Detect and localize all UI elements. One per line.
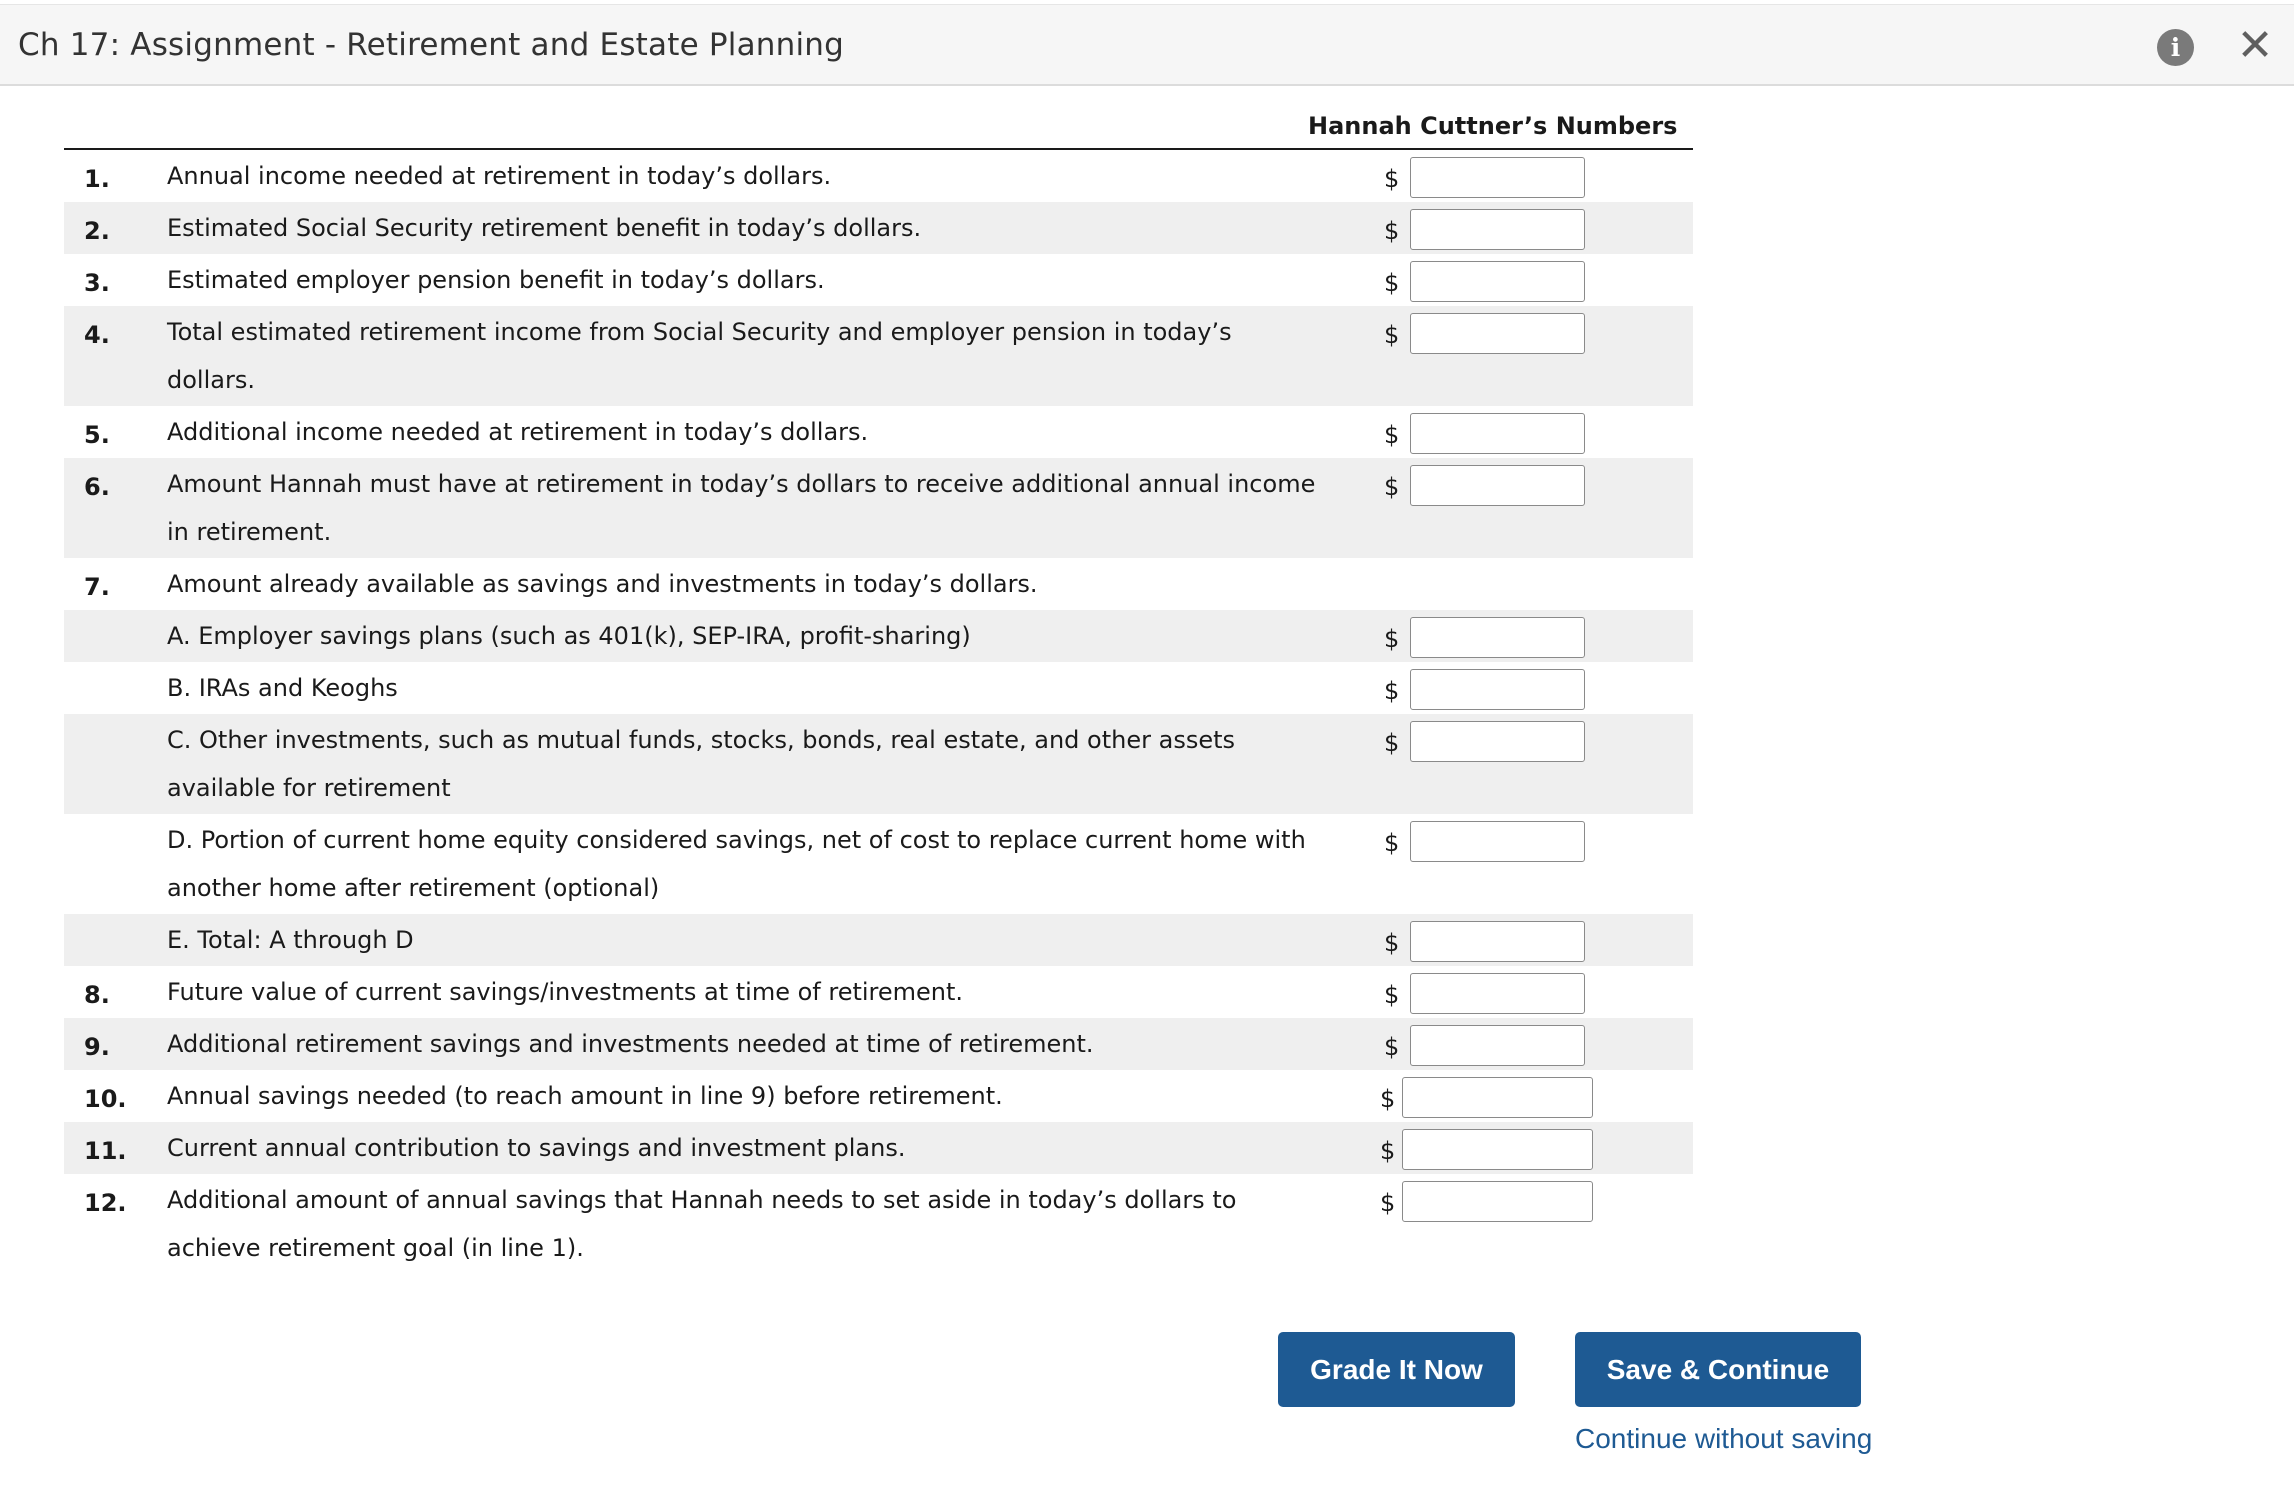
line-label: Additional income needed at retirement in today’s dollars.: [167, 418, 869, 446]
currency-symbol: $: [1384, 321, 1400, 349]
line-7d-input[interactable]: [1410, 821, 1585, 862]
line-7e-input[interactable]: [1410, 921, 1585, 962]
line-8-input[interactable]: [1410, 973, 1585, 1014]
table-row: [64, 1122, 1693, 1174]
currency-symbol: $: [1380, 1189, 1396, 1217]
line-label: Annual income needed at retirement in today’s dollars.: [167, 162, 832, 190]
line-number: 9.: [84, 1033, 110, 1061]
line-1-input[interactable]: [1410, 157, 1585, 198]
currency-symbol: $: [1384, 165, 1400, 193]
table-row: [64, 1174, 1693, 1274]
table-row: [64, 1070, 1693, 1122]
line-label: Current annual contribution to savings and investment plans.: [167, 1134, 906, 1162]
line-9-input[interactable]: [1410, 1025, 1585, 1066]
table-row: [64, 610, 1693, 662]
currency-symbol: $: [1380, 1137, 1396, 1165]
line-label: A. Employer savings plans (such as 401(k), SEP-IRA, profit-sharing): [167, 622, 971, 650]
table-row: [64, 202, 1693, 254]
line-11-input[interactable]: [1402, 1129, 1593, 1170]
currency-symbol: $: [1384, 1033, 1400, 1061]
table-row: [64, 914, 1693, 966]
currency-symbol: $: [1384, 625, 1400, 653]
line-4-input[interactable]: [1410, 313, 1585, 354]
currency-symbol: $: [1384, 217, 1400, 245]
line-number: 8.: [84, 981, 110, 1009]
currency-symbol: $: [1384, 829, 1400, 857]
line-label: E. Total: A through D: [167, 926, 414, 954]
currency-symbol: $: [1384, 981, 1400, 1009]
table-row: [64, 662, 1693, 714]
table-row: [64, 558, 1693, 610]
line-label: D. Portion of current home equity considered savings, net of cost to replace current home with another home after retirement (optional): [167, 826, 1306, 902]
line-number: 6.: [84, 473, 110, 501]
line-label: Annual savings needed (to reach amount in line 9) before retirement.: [167, 1082, 1003, 1110]
table-row: [64, 714, 1693, 814]
assignment-title: Ch 17: Assignment - Retirement and Estate Planning: [18, 27, 845, 63]
column-header: [64, 108, 1693, 150]
currency-symbol: $: [1380, 1085, 1396, 1113]
line-number: 3.: [84, 269, 110, 297]
line-number: 4.: [84, 321, 110, 349]
column-header-label: Hannah Cuttner’s Numbers: [1308, 112, 1678, 140]
line-label: Additional amount of annual savings that Hannah needs to set aside in today’s dollars to achieve retirement goal (in line 1).: [167, 1186, 1237, 1262]
line-number: 11.: [84, 1137, 127, 1165]
line-label: Future value of current savings/investments at time of retirement.: [167, 978, 964, 1006]
line-label: C. Other investments, such as mutual funds, stocks, bonds, real estate, and other assets available for retirement: [167, 726, 1235, 802]
info-icon[interactable]: i: [2157, 29, 2194, 66]
line-number: 10.: [84, 1085, 127, 1113]
line-7b-input[interactable]: [1410, 669, 1585, 710]
line-number: 5.: [84, 421, 110, 449]
line-label: Amount already available as savings and investments in today’s dollars.: [167, 570, 1038, 598]
table-row: [64, 306, 1693, 406]
save-and-continue-button[interactable]: Save & Continue: [1575, 1332, 1861, 1407]
assignment-header: [0, 4, 2294, 86]
currency-symbol: $: [1384, 677, 1400, 705]
currency-symbol: $: [1384, 729, 1400, 757]
table-row: [64, 966, 1693, 1018]
line-number: 2.: [84, 217, 110, 245]
table-row: [64, 1018, 1693, 1070]
currency-symbol: $: [1384, 929, 1400, 957]
currency-symbol: $: [1384, 473, 1400, 501]
table-row: [64, 814, 1693, 914]
close-icon[interactable]: ✕: [2236, 20, 2274, 71]
line-10-input[interactable]: [1402, 1077, 1593, 1118]
retirement-worksheet-table: [64, 108, 1693, 1274]
line-7c-input[interactable]: [1410, 721, 1585, 762]
line-label: Additional retirement savings and investments needed at time of retirement.: [167, 1030, 1094, 1058]
currency-symbol: $: [1384, 421, 1400, 449]
continue-without-saving-link[interactable]: Continue without saving: [1575, 1423, 1873, 1454]
table-row: [64, 458, 1693, 558]
currency-symbol: $: [1384, 269, 1400, 297]
line-7a-input[interactable]: [1410, 617, 1585, 658]
line-2-input[interactable]: [1410, 209, 1585, 250]
table-row: [64, 406, 1693, 458]
line-label: Amount Hannah must have at retirement in today’s dollars to receive additional annual income in retirement.: [167, 470, 1316, 546]
line-3-input[interactable]: [1410, 261, 1585, 302]
line-number: 1.: [84, 165, 110, 193]
table-row: [64, 150, 1693, 202]
line-6-input[interactable]: [1410, 465, 1585, 506]
grade-it-now-button[interactable]: Grade It Now: [1278, 1332, 1515, 1407]
line-label: Total estimated retirement income from Social Security and employer pension in today’s dollars.: [167, 318, 1232, 394]
line-label: Estimated employer pension benefit in today’s dollars.: [167, 266, 825, 294]
line-number: 12.: [84, 1189, 127, 1217]
line-label: Estimated Social Security retirement benefit in today’s dollars.: [167, 214, 922, 242]
line-label: B. IRAs and Keoghs: [167, 674, 398, 702]
line-number: 7.: [84, 573, 110, 601]
line-5-input[interactable]: [1410, 413, 1585, 454]
line-12-input[interactable]: [1402, 1181, 1593, 1222]
table-row: [64, 254, 1693, 306]
